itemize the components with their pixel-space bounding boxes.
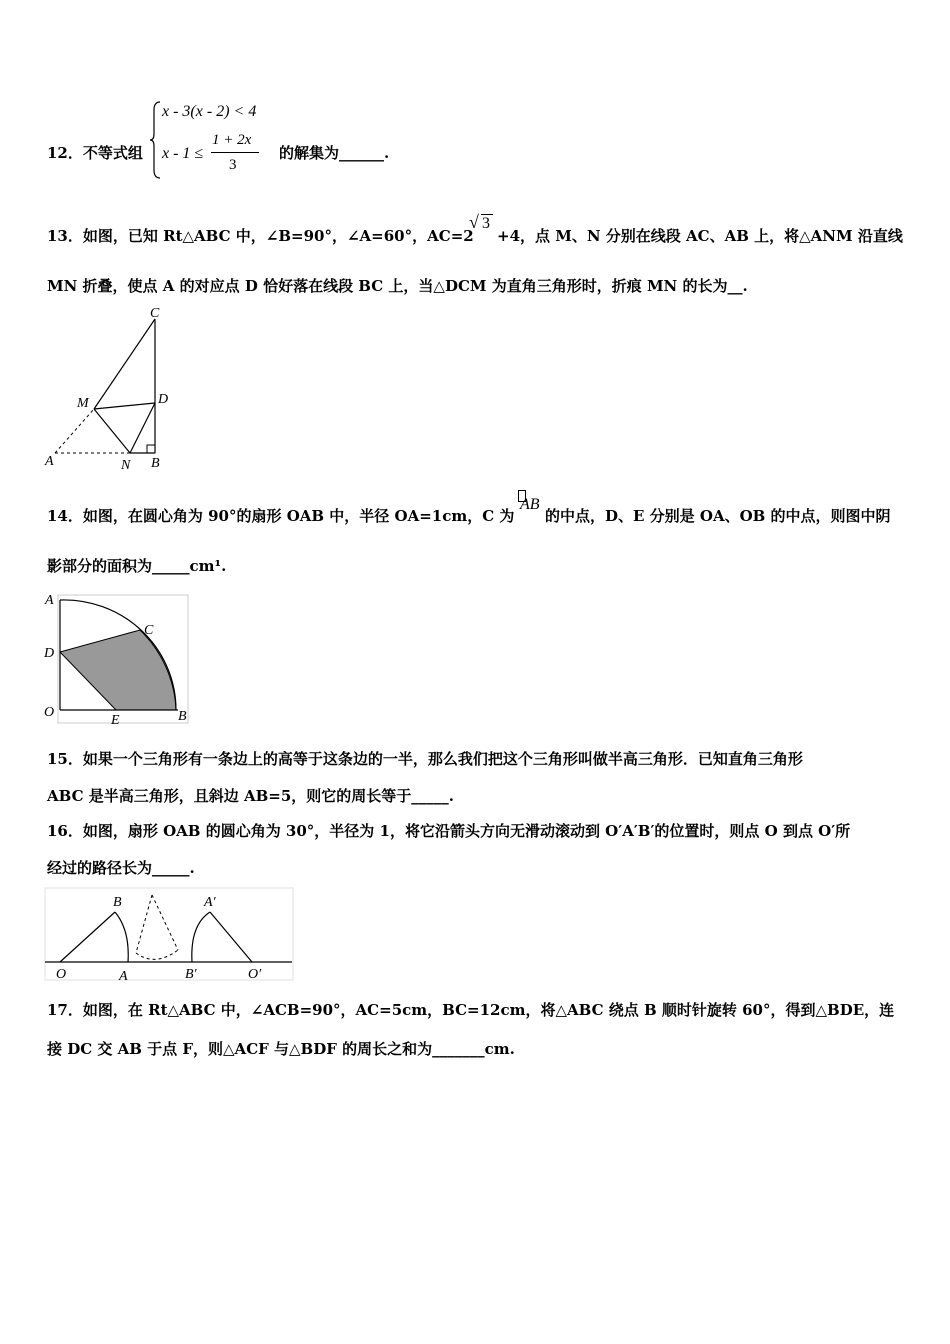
q13-right-angle-mark — [147, 445, 155, 453]
q16-sector2-radius — [210, 912, 252, 962]
q16-sector2-arc — [192, 912, 210, 962]
q12-fraction-denominator: 3 — [229, 157, 237, 173]
q12-fraction-numerator: 1 + 2x — [212, 132, 252, 148]
q17-line1: 17．如图，在 Rt△ABC 中，∠ACB=90°，AC=5cm，BC=12cm，将△ABC 绕点 B 顺时针旋转 60°，得到△BDE，连 — [47, 1001, 895, 1019]
q13-figure — [40, 305, 180, 475]
q16-label-o-prime: O′ — [248, 967, 262, 982]
q13-segment-md — [94, 403, 155, 409]
q16-figure — [40, 885, 300, 985]
q16-label-a: A — [119, 969, 128, 984]
q14-label-b: B — [178, 709, 187, 724]
q14-label-d: D — [44, 646, 55, 661]
q12-brace — [150, 100, 162, 180]
q12-inequality-2-lhs: x - 1 ≤ — [162, 145, 204, 162]
q14-line2: 影部分的面积为_____cm¹. — [47, 557, 227, 575]
q12-inequality-1: x - 3(x - 2) < 4 — [162, 103, 257, 120]
q14-arc-letters: AB — [520, 496, 540, 513]
q16-sector1-arc — [115, 912, 128, 962]
q13-label-m: M — [77, 396, 89, 411]
q12-label: 12．不等式组 — [47, 144, 143, 162]
q14-line1-a: 14．如图，在圆心角为 90°的扇形 OAB 中，半径 OA=1cm，C 为 — [47, 507, 515, 525]
q13-segment-mn — [94, 409, 130, 453]
q13-line2: MN 折叠，使点 A 的对应点 D 恰好落在线段 BC 上，当△DCM 为直角三角形时，折痕 MN 的长为__. — [47, 277, 748, 295]
q13-label-c: C — [150, 306, 160, 321]
q13-sqrt-sign: √ — [469, 212, 479, 232]
q14-figure — [40, 590, 200, 730]
q14-label-a: A — [45, 593, 54, 608]
q16-dashed-arc — [136, 950, 178, 959]
q13-line1-a: 13．如图，已知 Rt△ABC 中，∠B=90°，∠A=60°，AC=2 — [47, 227, 474, 245]
q16-label-a-prime: A′ — [204, 895, 216, 910]
q16-label-o: O — [56, 967, 67, 982]
q12-fraction-bar — [211, 152, 259, 153]
q16-dashed-side-right — [152, 895, 178, 950]
q17-line2: 接 DC 交 AB 于点 F，则△ACF 与△BDF 的周长之和为_______cm. — [47, 1040, 515, 1058]
q14-label-e: E — [111, 713, 120, 728]
q14-label-o: O — [44, 705, 55, 720]
q16-sector1-radius-ob — [60, 912, 115, 962]
q15-line1: 15．如果一个三角形有一条边上的高等于这条边的一半，那么我们把这个三角形叫做半高三角形．已知直角三角形 — [47, 750, 803, 768]
q13-label-d: D — [158, 392, 169, 407]
q14-line1-b: 的中点，D、E 分别是 OA、OB 的中点，则图中阴 — [545, 507, 891, 525]
q16-dashed-side-left — [136, 895, 152, 953]
q16-label-b: B — [113, 895, 122, 910]
q16-line1: 16．如图，扇形 OAB 的圆心角为 30°，半径为 1，将它沿箭头方向无滑动滚动到 O′A′B′的位置时，则点 O 到点 O′所 — [47, 822, 851, 840]
q13-label-a: A — [45, 454, 54, 469]
q14-shaded-region — [60, 630, 176, 710]
q13-sqrt-value: 3 — [482, 215, 490, 232]
q15-line2: ABC 是半高三角形，且斜边 AB=5，则它的周长等于_____. — [47, 787, 455, 805]
q16-label-b-prime: B′ — [185, 967, 197, 982]
q12-tail: 的解集为______. — [279, 144, 390, 162]
q13-label-n: N — [121, 458, 131, 473]
q13-segment-cm — [94, 319, 155, 409]
q13-label-b: B — [151, 456, 160, 471]
q14-label-c: C — [144, 623, 154, 638]
q16-line2: 经过的路径长为_____. — [47, 859, 195, 877]
q13-segment-am — [55, 409, 94, 453]
q13-line1-b: +4，点 M、N 分别在线段 AC、AB 上，将△ANM 沿直线 — [497, 227, 903, 245]
